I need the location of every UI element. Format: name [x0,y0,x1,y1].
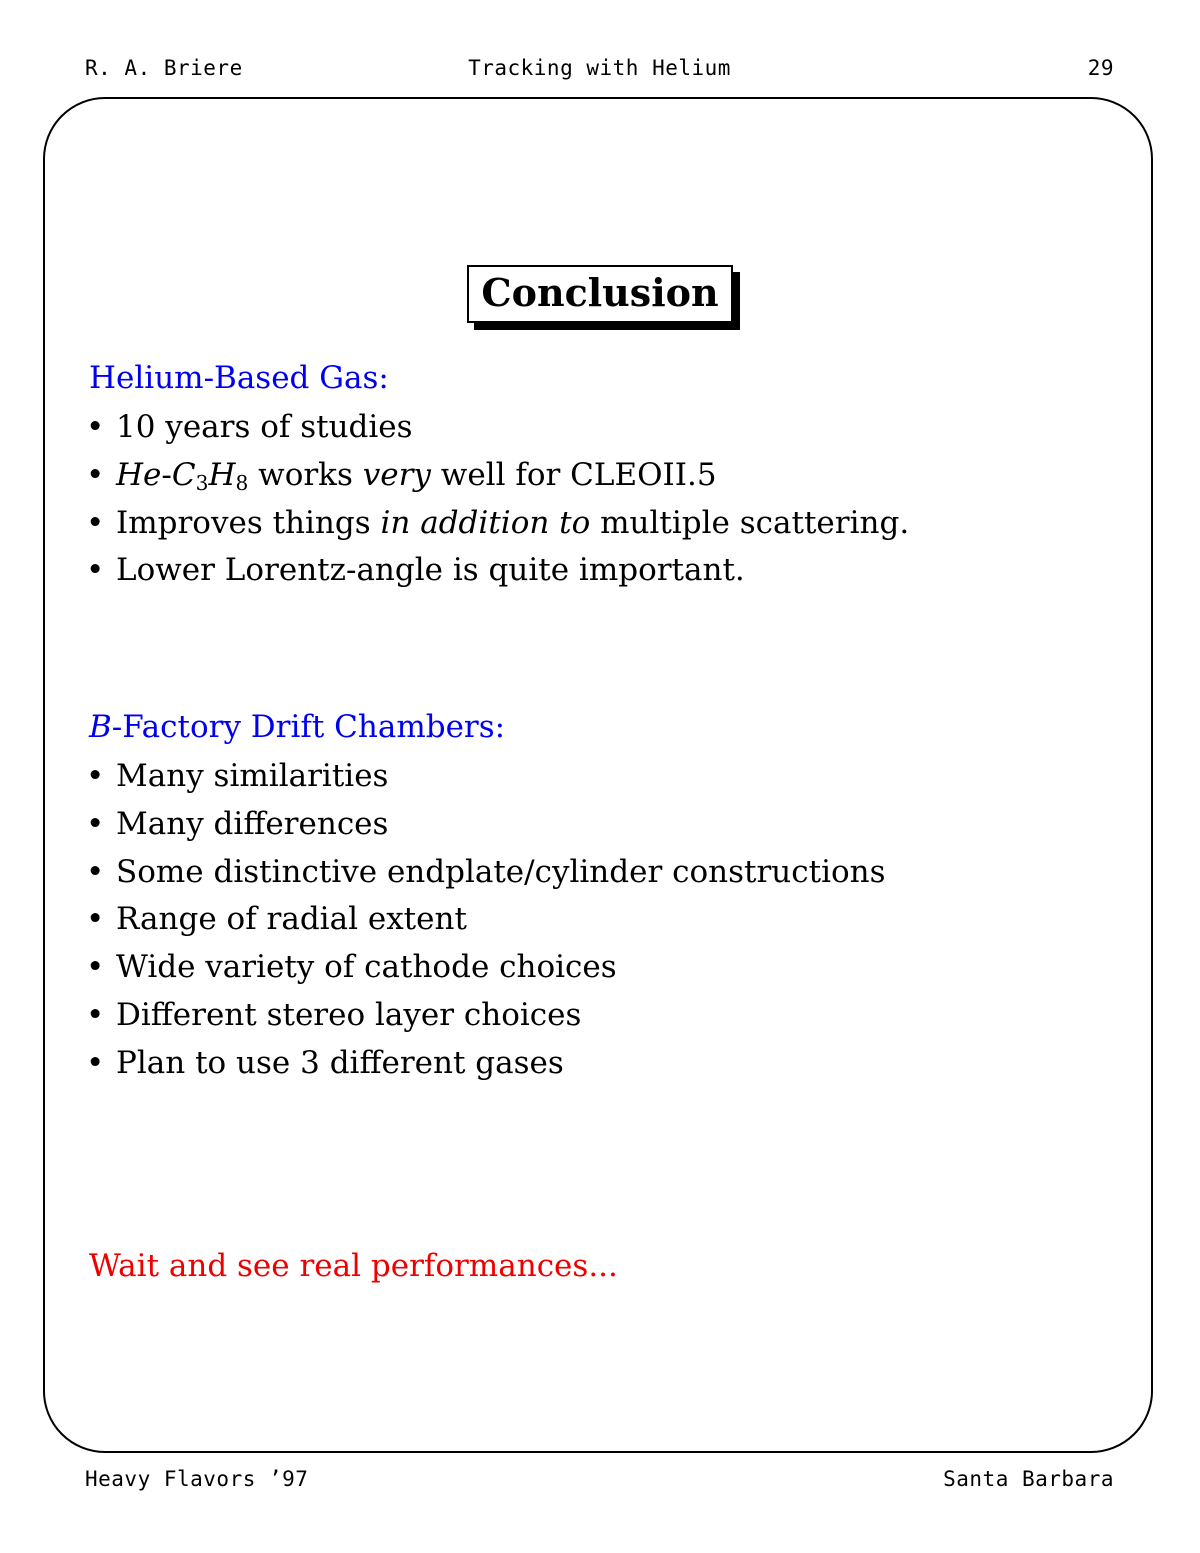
bullet-icon: • [86,456,105,493]
header-page-number: 29 [1087,56,1114,80]
bullet-icon: • [86,1044,105,1081]
list-item: • Wide variety of cathode choices [86,944,886,992]
slide-title: Conclusion [467,265,732,323]
bullet-icon: • [86,409,105,445]
list-item: • Lower Lorentz-angle is quite important. [86,547,909,595]
section-heading-helium: Helium-Based Gas: [89,360,389,396]
slide-title-wrap [0,265,1200,323]
bullet-icon: • [86,853,105,890]
header-title: Tracking with Helium [468,56,731,80]
list-item: • $He-C_3H_8$ works very well for CLEOII.5 [86,452,909,500]
list-item: • Plan to use 3 different gases [86,1040,886,1088]
bullet-icon: • [86,996,105,1033]
b-factory-bullet-list [86,753,886,1088]
bullet-icon: • [86,552,105,589]
section-heading-b-factory: B-Factory Drift Chambers: [89,709,506,745]
bullet-icon: • [86,805,105,842]
list-item: • 10 years of studies [86,404,909,452]
bullet-icon: • [86,504,105,541]
bullet-icon: • [86,758,105,794]
footer-location: Santa Barbara [943,1467,1114,1491]
list-item: • Some distinctive endplate/cylinder constructions [86,849,886,897]
list-item: • Improves things in addition to multiple scattering. [86,500,909,548]
footer-conference: Heavy Flavors ’97 [85,1467,309,1491]
page-footer [85,1467,1114,1491]
list-item: • Many differences [86,801,886,849]
list-item: • Range of radial extent [86,896,886,944]
header-author: R. A. Briere [85,56,243,80]
closing-remark: Wait and see real performances... [89,1248,618,1284]
page-header [85,56,1114,80]
helium-bullet-list [86,404,909,595]
list-item: • Many similarities [86,753,886,801]
bullet-icon: • [86,901,105,938]
bullet-icon: • [86,949,105,986]
list-item: • Different stereo layer choices [86,992,886,1040]
